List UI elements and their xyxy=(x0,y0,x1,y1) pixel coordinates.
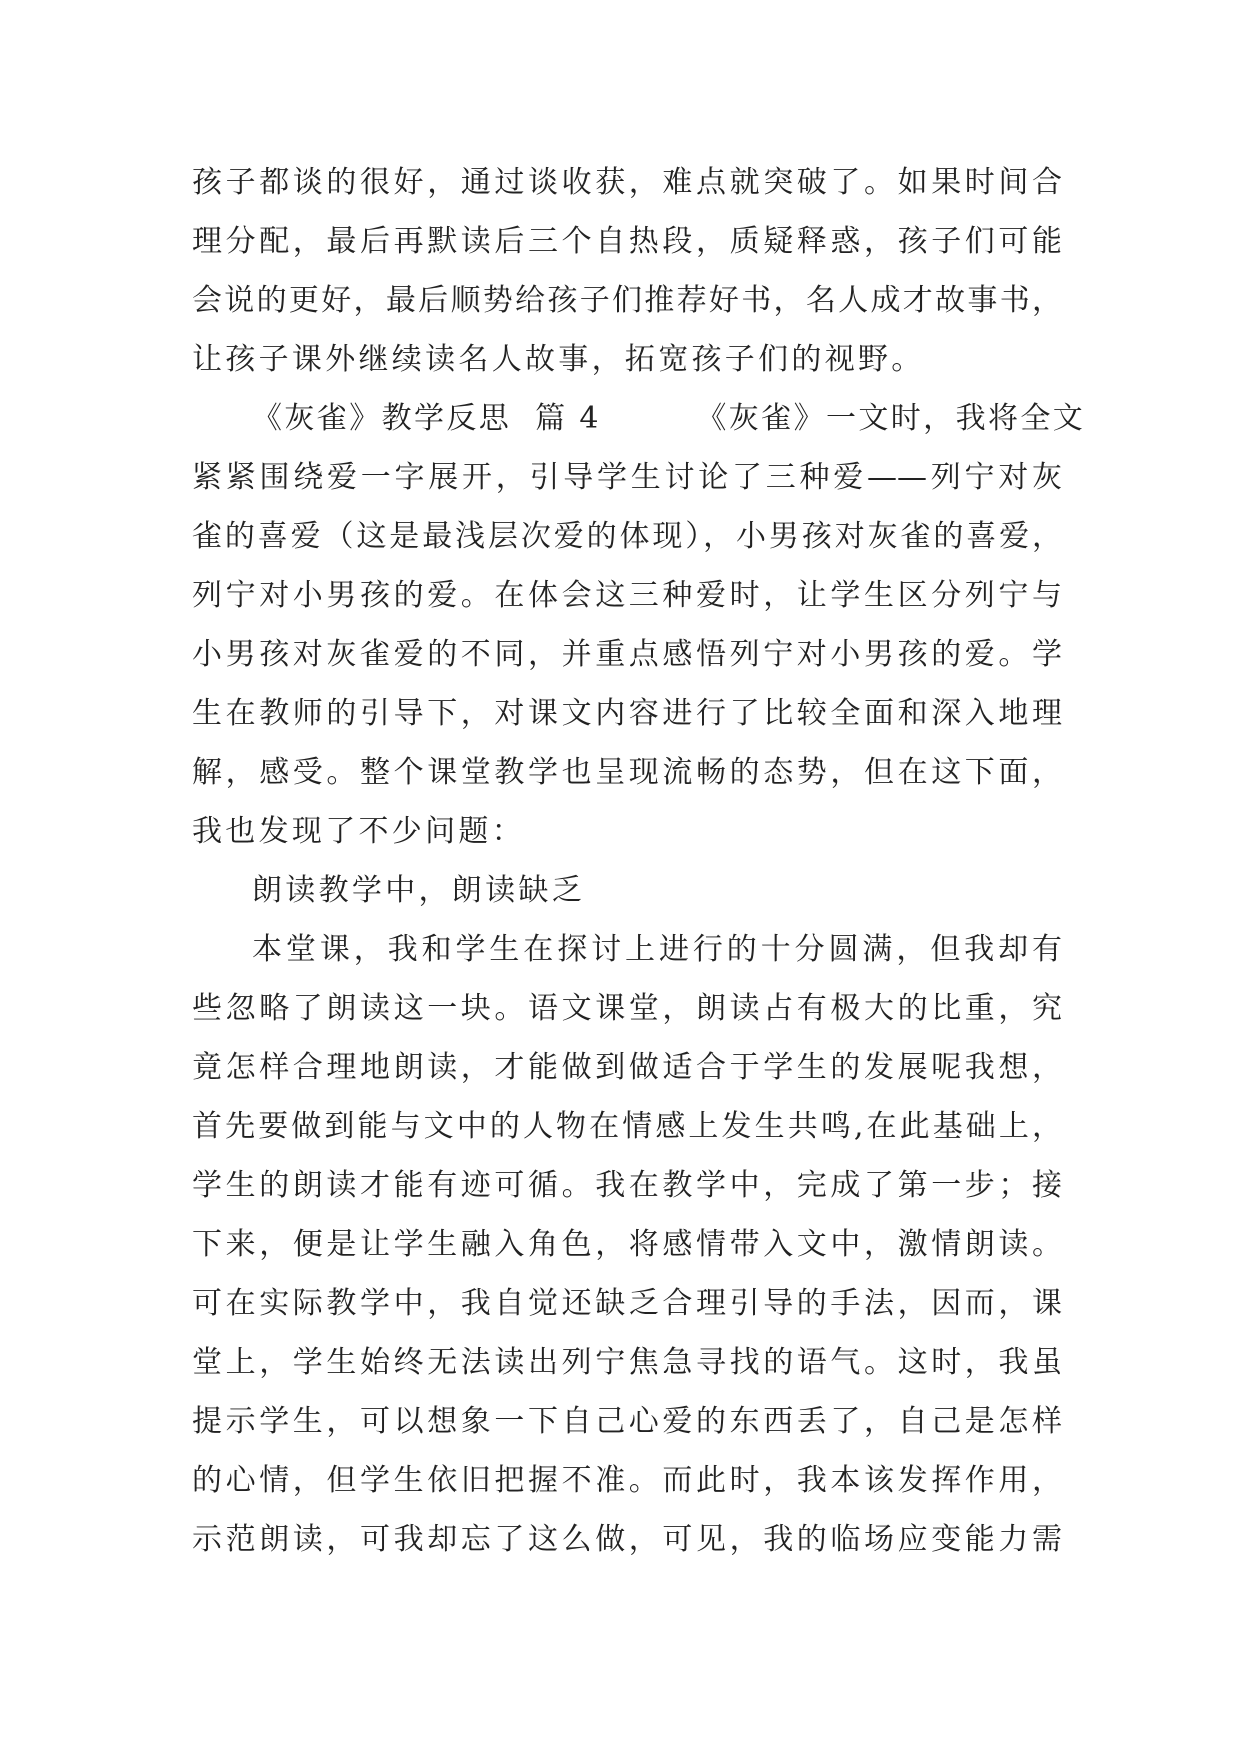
text-line: 示范朗读，可我却忘了这么做，可见，我的临场应变能力需 xyxy=(192,1522,1062,1557)
text-line: 紧紧围绕爱一字展开，引导学生讨论了三种爱——列宁对灰 xyxy=(192,460,1062,495)
text-line: 让孩子课外继续读名人故事，拓宽孩子们的视野。 xyxy=(192,342,925,377)
text-line: 生在教师的引导下，对课文内容进行了比较全面和深入地理 xyxy=(192,696,1062,731)
text-line: 雀的喜爱（这是最浅层次爱的体现），小男孩对灰雀的喜爱， xyxy=(192,519,1062,554)
text-line: 孩子都谈的很好，通过谈收获，难点就突破了。如果时间合 xyxy=(192,165,1062,200)
text-line: 我也发现了不少问题： xyxy=(192,814,525,849)
text-line: 本堂课，我和学生在探讨上进行的十分圆满，但我却有 xyxy=(252,932,1062,967)
text-line: 小男孩对灰雀爱的不同，并重点感悟列宁对小男孩的爱。学 xyxy=(192,637,1062,672)
text-line: 学生的朗读才能有迹可循。我在教学中，完成了第一步；接 xyxy=(192,1168,1062,1203)
text-line: 会说的更好，最后顺势给孩子们推荐好书，名人成才故事书， xyxy=(192,283,1062,318)
text-line: 提示学生，可以想象一下自己心爱的东西丢了，自己是怎样 xyxy=(192,1404,1062,1439)
text-line: 堂上，学生始终无法读出列宁焦急寻找的语气。这时，我虽 xyxy=(192,1345,1062,1380)
text-line: 首先要做到能与文中的人物在情感上发生共鸣,在此基础上， xyxy=(192,1109,1062,1144)
text-line: 理分配，最后再默读后三个自热段，质疑释惑，孩子们可能 xyxy=(192,224,1062,259)
text-line: 的心情，但学生依旧把握不准。而此时，我本该发挥作用， xyxy=(192,1463,1062,1498)
text-line: 可在实际教学中，我自觉还缺乏合理引导的手法，因而，课 xyxy=(192,1286,1062,1321)
text-line: 竟怎样合理地朗读，才能做到做适合于学生的发展呢我想， xyxy=(192,1050,1062,1085)
subheading-line: 朗读教学中，朗读缺乏 xyxy=(252,873,585,908)
section-heading-line: 《灰雀》教学反思 篇 4 《灰雀》一文时，我将全文 xyxy=(252,401,1086,436)
text-line: 列宁对小男孩的爱。在体会这三种爱时，让学生区分列宁与 xyxy=(192,578,1062,613)
text-line: 解，感受。整个课堂教学也呈现流畅的态势，但在这下面， xyxy=(192,755,1062,790)
text-line: 些忽略了朗读这一块。语文课堂，朗读占有极大的比重，究 xyxy=(192,991,1062,1026)
text-line: 下来，便是让学生融入角色，将感情带入文中，激情朗读。 xyxy=(192,1227,1062,1262)
